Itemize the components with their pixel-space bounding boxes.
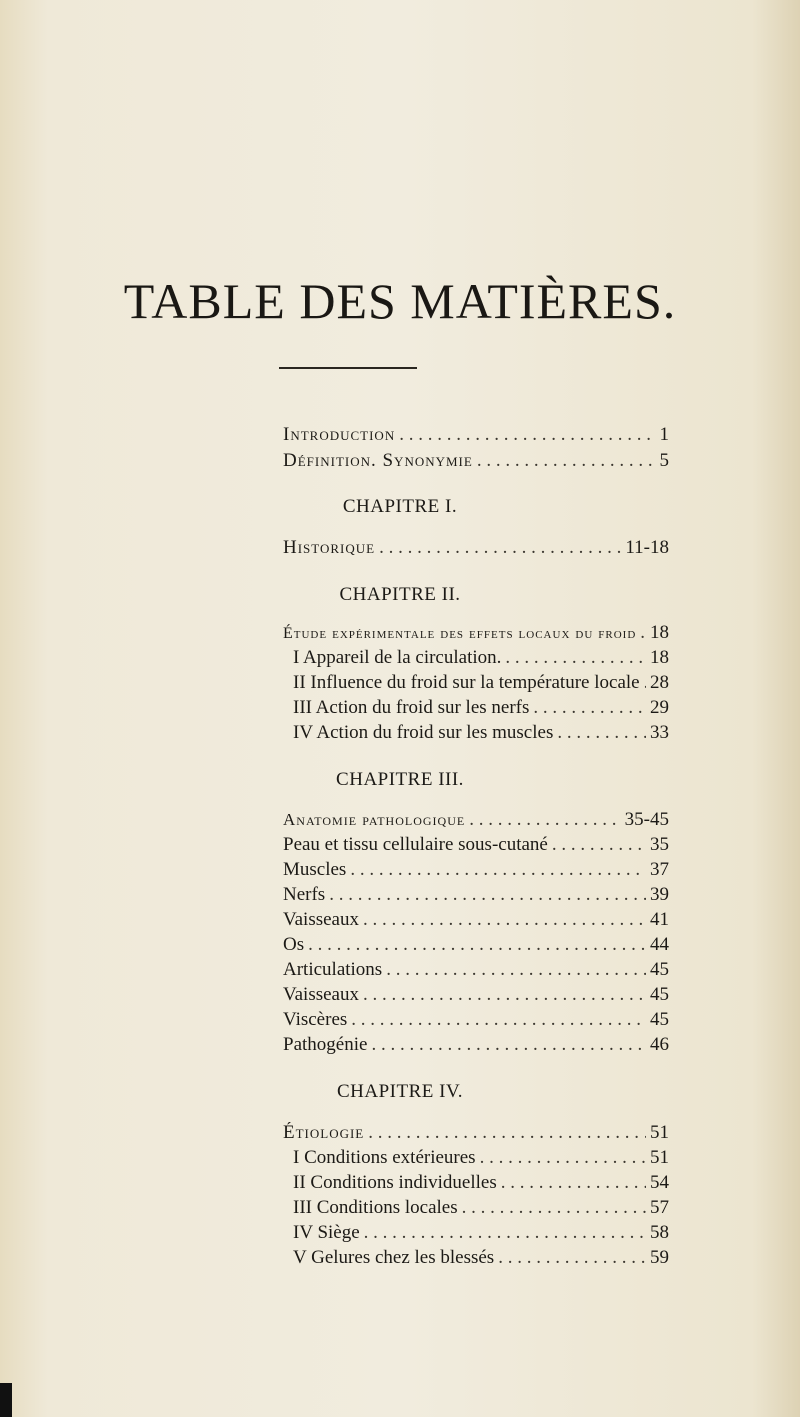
toc-leader-dots: [364, 1222, 646, 1244]
toc-entry-page: 41: [650, 909, 669, 930]
toc-leader-dots: [480, 1147, 646, 1169]
toc-entry-label: Vaisseaux: [283, 984, 359, 1005]
toc-entry: [283, 984, 669, 1008]
toc-entry: [283, 1009, 669, 1033]
toc-entry: [283, 834, 669, 858]
toc-entry: [283, 909, 669, 933]
toc-entry-label: IV Siège: [293, 1222, 360, 1243]
toc-entry-page: 29: [650, 697, 669, 718]
toc-entry-page: 44: [650, 934, 669, 955]
toc-entry: [283, 859, 669, 883]
toc-entry: [283, 934, 669, 958]
toc-entry-page: 51: [650, 1122, 669, 1143]
chapter-heading: CHAPITRE IV.: [337, 1081, 463, 1102]
toc-entry-label: III Action du froid sur les nerfs: [293, 697, 530, 718]
toc-entry-label: IV Action du froid sur les muscles: [293, 722, 554, 743]
toc-entry-label: Peau et tissu cellulaire sous-cutané: [283, 834, 548, 855]
toc-entry-label: V Gelures chez les blessés: [293, 1247, 495, 1268]
toc-entry-page: 33: [650, 722, 669, 743]
toc-entry-page: 1: [659, 424, 669, 445]
toc-entry-label: III Conditions locales: [293, 1197, 458, 1218]
toc-entry: [293, 1247, 669, 1271]
toc-leader-dots: [329, 884, 646, 906]
page-title: TABLE DES MATIÈRES.: [123, 273, 677, 329]
toc-leader-dots: [368, 1122, 646, 1144]
toc-entry-page: 45: [650, 984, 669, 1005]
toc-entry: [283, 622, 669, 646]
toc-entry-page: 35: [650, 834, 669, 855]
toc-leader-dots: [351, 1009, 646, 1031]
toc-entry-page: 28: [650, 672, 669, 693]
toc-entry-page: 18: [650, 622, 669, 643]
toc-entry-page: 11-18: [625, 537, 669, 558]
toc-entry-label: Pathogénie: [283, 1034, 368, 1055]
toc-entry-label: Muscles: [283, 859, 347, 880]
toc-leader-dots: [386, 959, 646, 981]
toc-entry: [293, 1222, 669, 1246]
toc-entry-page: 51: [650, 1147, 669, 1168]
toc-entry: [293, 722, 669, 746]
toc-entry: [293, 697, 669, 721]
toc-entry-page: 18: [650, 647, 669, 668]
toc-leader-dots: [308, 934, 646, 956]
toc-entry-label: Étude expérimentale des effets locaux du froid: [283, 625, 637, 642]
toc-leader-dots: [350, 859, 646, 881]
toc-entry-page: 37: [650, 859, 669, 880]
toc-entry: [293, 672, 669, 696]
toc-entry-label: Nerfs: [283, 884, 326, 905]
chapter-heading: CHAPITRE III.: [336, 769, 464, 790]
toc-entry: [293, 647, 669, 671]
chapter-heading: CHAPITRE I.: [342, 496, 458, 517]
toc-entry-page: 59: [650, 1247, 669, 1268]
toc-entry-label: Historique: [283, 537, 376, 558]
toc-entry-page: 39: [650, 884, 669, 905]
toc-leader-dots: [533, 697, 646, 719]
toc-entry-label: Anatomie pathologique: [283, 810, 466, 829]
chapter-heading: CHAPITRE II.: [339, 584, 461, 605]
toc-leader-dots: [399, 424, 655, 446]
toc-entry: [283, 1122, 669, 1146]
toc-entry-label: I Conditions extérieures: [293, 1147, 476, 1168]
toc-leader-dots: [501, 1172, 646, 1194]
toc-leader-dots: [505, 647, 646, 669]
toc-entry-label: Étiologie: [283, 1122, 365, 1143]
toc-entry-definition: [283, 450, 669, 474]
toc-entry: [283, 1034, 669, 1058]
toc-leader-dots: [379, 537, 621, 559]
toc-leader-dots: [477, 450, 656, 472]
toc-entry: [283, 884, 669, 908]
toc-entry-label: II Influence du froid sur la température locale: [293, 672, 640, 693]
toc-entry-page: 5: [659, 450, 669, 471]
toc-leader-dots: [363, 909, 646, 931]
toc-leader-dots: [469, 809, 620, 831]
toc-entry-page: 45: [650, 959, 669, 980]
toc-entry-label: Viscères: [283, 1009, 348, 1030]
toc-entry-page: 54: [650, 1172, 669, 1193]
toc-leader-dots: [363, 984, 646, 1006]
toc-entry-label: II Conditions individuelles: [293, 1172, 497, 1193]
toc-entry: [283, 537, 669, 561]
toc-entry: [293, 1147, 669, 1171]
toc-entry-label: Vaisseaux: [283, 909, 359, 930]
scan-edge-mark: [0, 1383, 12, 1417]
toc-entry-page: 45: [650, 1009, 669, 1030]
toc-entry-label: Articulations: [283, 959, 383, 980]
toc-entry: [283, 809, 669, 833]
toc-leader-dots: [498, 1247, 646, 1269]
toc-entry: [283, 959, 669, 983]
toc-leader-dots: [462, 1197, 646, 1219]
toc-entry-label: Définition. Synonymie: [283, 450, 473, 471]
toc-entry-introduction: [283, 424, 669, 448]
toc-entry-label: Introduction: [283, 424, 396, 445]
toc-entry-label: I Appareil de la circulation.: [293, 647, 502, 668]
toc-entry-page: 58: [650, 1222, 669, 1243]
toc-entry-page: 35-45: [624, 809, 669, 830]
toc-entry-page: 46: [650, 1034, 669, 1055]
toc-entry-label: Os: [283, 934, 305, 955]
toc-entry: [293, 1197, 669, 1221]
toc-entry: [293, 1172, 669, 1196]
toc-leader-dots: [552, 834, 646, 856]
toc-leader-dots: [557, 722, 646, 744]
toc-leader-dots: [371, 1034, 646, 1056]
toc-entry-page: 57: [650, 1197, 669, 1218]
